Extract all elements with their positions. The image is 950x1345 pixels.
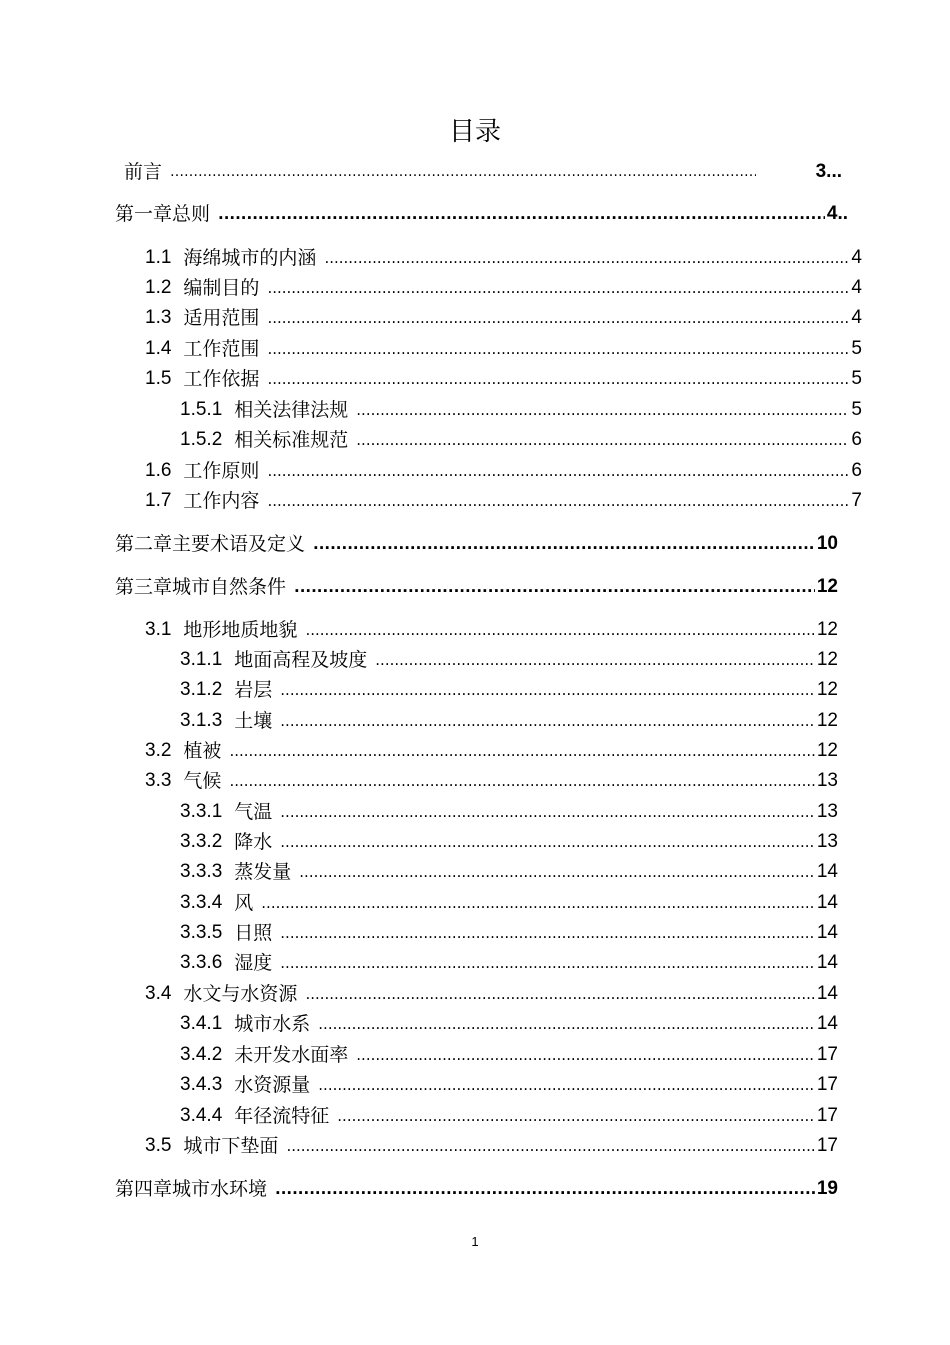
toc-chapter-entry[interactable] [115, 1175, 838, 1203]
toc-entry-number: 3.2 [145, 740, 172, 761]
toc-entry-title: 年径流特征 [234, 1105, 330, 1127]
toc-entry[interactable] [145, 767, 838, 795]
toc-dot-leader [313, 533, 815, 555]
toc-entry-page: 14 [816, 1013, 838, 1034]
toc-entry-number: 1.4 [145, 338, 172, 359]
toc-entry-title: 地形地质地貌 [183, 619, 298, 641]
toc-entry[interactable] [145, 304, 862, 332]
toc-dot-leader [229, 770, 814, 792]
toc-entry-page: 6 [851, 429, 862, 450]
toc-entry-title: 土壤 [234, 710, 273, 732]
toc-entry-title: 第一章总则 [115, 203, 211, 225]
toc-dot-leader [267, 277, 849, 299]
toc-entry-title: 降水 [234, 831, 273, 853]
toc-entry-page: 6 [851, 460, 862, 481]
toc-entry[interactable] [145, 980, 838, 1008]
toc-entry-page: 7 [851, 490, 862, 511]
toc-entry-title: 植被 [183, 740, 222, 762]
toc-entry-title: 水资源量 [234, 1074, 311, 1096]
toc-dot-leader [318, 1074, 815, 1096]
toc-entry-page: 10 [816, 533, 838, 554]
toc-entry-page: 5 [851, 338, 862, 359]
toc-title: 目录 [448, 117, 501, 147]
toc-entry-number: 1.3 [145, 307, 172, 328]
toc-dot-leader [356, 399, 849, 421]
toc-entry-title: 地面高程及坡度 [234, 649, 368, 671]
toc-entry[interactable] [180, 1041, 838, 1069]
toc-dot-leader [267, 338, 849, 360]
toc-dot-leader [280, 710, 815, 732]
toc-entry[interactable] [145, 457, 862, 485]
toc-dot-leader [280, 801, 815, 823]
toc-entry-title: 水文与水资源 [183, 983, 298, 1005]
toc-dot-leader [356, 429, 849, 451]
toc-dot-leader [229, 740, 814, 762]
toc-entry-page: 4 [851, 247, 862, 268]
toc-entry[interactable] [180, 426, 862, 454]
toc-dot-leader [280, 679, 815, 701]
toc-entry-page: 14 [816, 983, 838, 1004]
toc-entry-title: 气候 [183, 770, 222, 792]
toc-entry-page: 4 [851, 277, 862, 298]
toc-entry-number: 3.4.1 [180, 1013, 223, 1034]
toc-entry-title: 湿度 [234, 952, 273, 974]
toc-entry-title: 工作依据 [183, 368, 260, 390]
toc-chapter-entry[interactable] [115, 200, 848, 228]
toc-dot-leader [280, 952, 815, 974]
toc-entry-title: 第二章主要术语及定义 [115, 533, 306, 555]
toc-entry-page: 19 [816, 1178, 838, 1199]
toc-entry-page: 14 [816, 952, 838, 973]
toc-entry-number: 3.4.2 [180, 1044, 223, 1065]
toc-entry[interactable] [180, 676, 838, 704]
toc-entry[interactable] [180, 1071, 838, 1099]
toc-entry[interactable] [180, 646, 838, 674]
toc-entry-page: 17 [816, 1074, 838, 1095]
toc-entry[interactable] [145, 244, 862, 272]
toc-entry[interactable] [180, 919, 838, 947]
toc-entry-title: 第三章城市自然条件 [115, 576, 287, 598]
toc-entry-page: 17 [816, 1105, 838, 1126]
toc-entry-title: 气温 [234, 801, 273, 823]
toc-entry-number: 3.1.1 [180, 649, 223, 670]
toc-entry[interactable] [145, 335, 862, 363]
toc-entry-number: 1.1 [145, 247, 172, 268]
toc-entry[interactable] [180, 396, 862, 424]
toc-entry-title: 工作范围 [183, 338, 260, 360]
toc-entry-page: 14 [816, 861, 838, 882]
toc-entry[interactable] [145, 616, 838, 644]
toc-entry-title: 适用范围 [183, 307, 260, 329]
toc-dot-leader [356, 1044, 815, 1066]
toc-entry[interactable] [180, 798, 838, 826]
toc-entry-page: 17 [816, 1044, 838, 1065]
toc-entry-page: 4.. [826, 203, 848, 224]
toc-dot-leader [218, 203, 825, 225]
toc-dot-leader [267, 460, 849, 482]
toc-entry-page: 14 [816, 892, 838, 913]
toc-entry-title: 第四章城市水环境 [115, 1178, 268, 1200]
toc-entry-number: 3.4.3 [180, 1074, 223, 1095]
toc-chapter-entry[interactable] [115, 530, 838, 558]
toc-entry-page: 12 [816, 740, 838, 761]
toc-entry-title: 风 [234, 892, 254, 914]
toc-entry-page: 5 [851, 399, 862, 420]
toc-entry-page: 17 [816, 1135, 838, 1156]
toc-entry[interactable] [145, 737, 838, 765]
toc-entry-number: 1.5.1 [180, 399, 223, 420]
toc-entry-number: 1.6 [145, 460, 172, 481]
toc-chapter-entry[interactable] [115, 573, 838, 601]
toc-entry-number: 3.4.4 [180, 1105, 223, 1126]
toc-entry-title: 编制目的 [183, 277, 260, 299]
toc-entry-number: 3.3.3 [180, 861, 223, 882]
toc-entry-page: 13 [816, 770, 838, 791]
toc-entry[interactable] [180, 858, 838, 886]
toc-entry-page: 3... [815, 161, 842, 182]
toc-entry-title: 工作原则 [183, 460, 260, 482]
toc-entry[interactable] [180, 889, 838, 917]
toc-entry-number: 3.3.1 [180, 801, 223, 822]
toc-entry[interactable] [145, 274, 862, 302]
toc-dot-leader [267, 490, 849, 512]
toc-entry-page: 13 [816, 801, 838, 822]
toc-entry[interactable] [145, 487, 862, 515]
toc-preface-entry[interactable] [124, 158, 842, 186]
toc-entry-title: 城市下垫面 [183, 1135, 279, 1157]
toc-entry-number: 1.5.2 [180, 429, 223, 450]
toc-dot-leader [305, 983, 814, 1005]
toc-entry[interactable] [180, 828, 838, 856]
toc-entry-number: 3.3 [145, 770, 172, 791]
toc-dot-leader [170, 161, 756, 183]
toc-dot-leader [305, 619, 814, 641]
toc-entry-title: 相关法律法规 [234, 399, 349, 421]
toc-entry-number: 3.1.3 [180, 710, 223, 731]
toc-entry-number: 3.3.4 [180, 892, 223, 913]
toc-entry-number: 3.4 [145, 983, 172, 1004]
toc-dot-leader [337, 1105, 815, 1127]
toc-entry-title: 城市水系 [234, 1013, 311, 1035]
toc-entry-page: 14 [816, 922, 838, 943]
toc-dot-leader [267, 307, 849, 329]
page-number: 1 [471, 1234, 479, 1249]
toc-entry-title: 海绵城市的内涵 [183, 247, 317, 269]
toc-entry-number: 1.7 [145, 490, 172, 511]
toc-entry[interactable] [145, 365, 862, 393]
toc-dot-leader [286, 1135, 814, 1157]
toc-dot-leader [299, 861, 815, 883]
toc-entry-number: 3.3.5 [180, 922, 223, 943]
toc-entry-page: 12 [816, 649, 838, 670]
toc-dot-leader [275, 1178, 815, 1200]
toc-dot-leader [267, 368, 849, 390]
toc-entry-page: 12 [816, 619, 838, 640]
toc-entry[interactable] [180, 1102, 838, 1130]
toc-dot-leader [294, 576, 815, 598]
toc-entry-number: 3.3.2 [180, 831, 223, 852]
toc-dot-leader [375, 649, 815, 671]
toc-entry-title: 工作内容 [183, 490, 260, 512]
toc-entry-page: 13 [816, 831, 838, 852]
toc-entry-number: 3.1 [145, 619, 172, 640]
toc-entry[interactable] [180, 949, 838, 977]
toc-dot-leader [280, 922, 815, 944]
toc-entry-page: 12 [816, 576, 838, 597]
toc-entry-title: 相关标准规范 [234, 429, 349, 451]
toc-entry-number: 3.5 [145, 1135, 172, 1156]
toc-entry-page: 5 [851, 368, 862, 389]
toc-entry-page: 12 [816, 710, 838, 731]
toc-entry-number: 3.3.6 [180, 952, 223, 973]
toc-dot-leader [261, 892, 815, 914]
toc-dot-leader [324, 247, 849, 269]
toc-entry-page: 4 [851, 307, 862, 328]
toc-entry-page: 12 [816, 679, 838, 700]
toc-entry[interactable] [180, 707, 838, 735]
toc-entry-title: 蒸发量 [234, 861, 292, 883]
toc-entry[interactable] [145, 1132, 838, 1160]
toc-entry[interactable] [180, 1010, 838, 1038]
toc-entry-title: 日照 [234, 922, 273, 944]
toc-entry-title: 岩层 [234, 679, 273, 701]
toc-entry-title: 前言 [124, 161, 163, 183]
toc-dot-leader [280, 831, 815, 853]
toc-dot-leader [318, 1013, 815, 1035]
toc-entry-number: 1.2 [145, 277, 172, 298]
toc-entry-title: 未开发水面率 [234, 1044, 349, 1066]
toc-entry-number: 3.1.2 [180, 679, 223, 700]
toc-entry-number: 1.5 [145, 368, 172, 389]
